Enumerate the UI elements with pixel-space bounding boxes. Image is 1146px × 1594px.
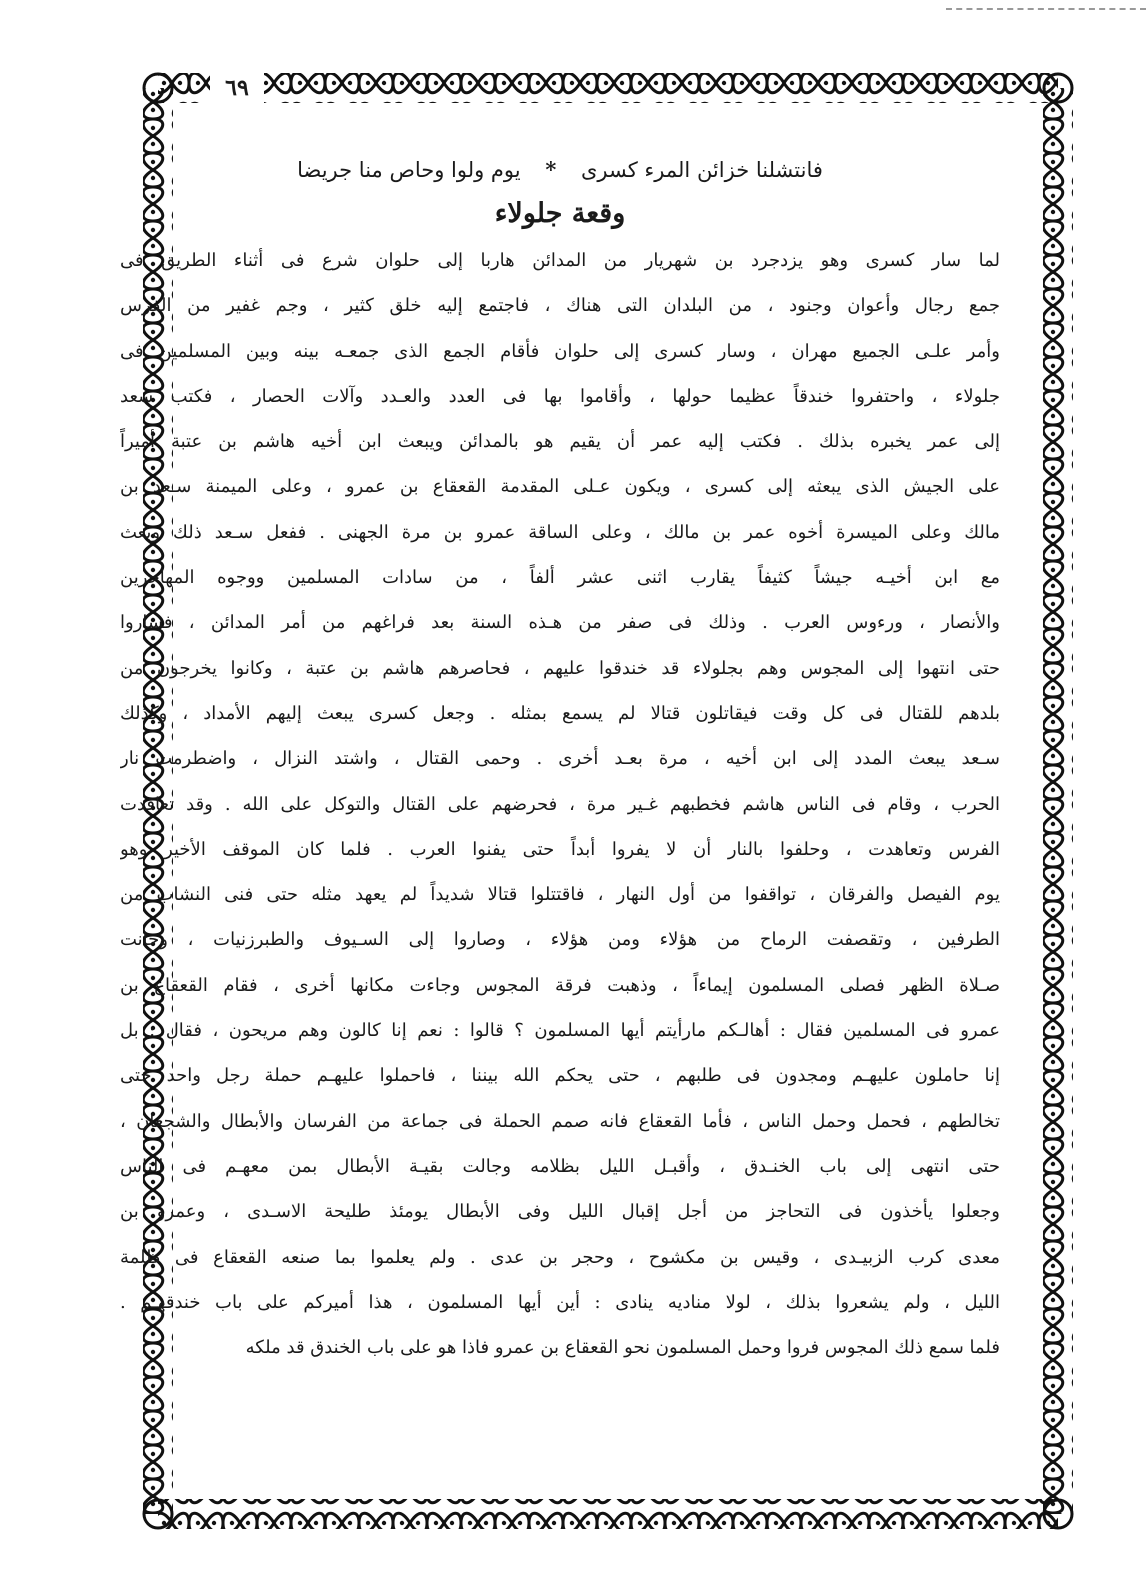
text-line: على الجيش الذى يبعثه إلى كسرى ، ويكون عـلى المقدمة القعقاع بن عمرو ، وعلى الميمنة سـعد بن <box>120 476 1000 498</box>
text-line: الطرفين ، وتقصفت الرماح من هؤلاء ومن هؤلاء ، وصاروا إلى السـيوف والطبرزنيات ، وحانت <box>120 929 1000 951</box>
text-line: تخالطهم ، فحمل وحمل الناس ، فأما القعقاع فانه صمم الحملة فى جماعة من الفرسان والأبطال والشجعان ، <box>120 1110 1000 1132</box>
verse-separator: * <box>545 157 557 182</box>
text-line: الفرس وتعاهدت ، وحلفوا بالنار أن لا يفروا أبداً حتى يفنوا العرب . فلما كان الموقف الأخير وهو <box>120 838 1000 860</box>
verse-second-hemistich: يوم ولوا وحاص منا جريضا <box>297 158 521 182</box>
section-heading: وقعة جلولاء <box>494 198 626 229</box>
text-line: الليل ، ولم يشعروا بذلك ، لولا مناديه ينادى : أين أيها المسلمون ، هذا أميركم على باب خندقهـم . <box>120 1291 1000 1313</box>
text-line: حتى انتهى إلى باب الخنـدق ، وأقبـل الليل بظلامه وجالت بقيـة الأبطال بمن معهـم فى الناس <box>120 1155 1000 1177</box>
page-content <box>120 150 1000 1370</box>
text-line: وجعلوا يأخذون فى التحاجز من أجل إقبال الليل وفى الأبطال يومئذ طليحة الاسـدى ، وعمرو بن <box>120 1201 1000 1223</box>
text-line: وأمر علـى الجميع مهران ، وسار كسرى إلى حلوان فأقام الجمع الذى جمعـه بينه وبين المسلمين فى <box>120 340 1000 362</box>
body-paragraph <box>120 238 1000 1370</box>
text-line: مالك وعلى الميسرة أخوه عمر بن مالك ، وعلى الساقة عمرو بن مرة الجهنى . ففعل سـعد ذلك وبعث <box>120 521 1000 543</box>
page-number: ٦٩ <box>210 70 264 106</box>
text-line: سـعد يبعث المدد إلى ابن أخيه ، مرة بعـد أخرى . وحمى القتال ، واشتد النزال ، واضطرمت نار <box>120 748 1000 770</box>
text-line: والأنصار ، ورءوس العرب . وذلك فى صفر من هـذه السنة بعد فراغهم من أمر المدائن ، فساروا <box>120 612 1000 634</box>
text-line: معدى كرب الزبيـدى ، وقيس بن مكشوح ، وحجر بن عدى . ولم يعلموا بما صنعه القعقاع فى ظلمة <box>120 1246 1000 1268</box>
top-right-dash-mark <box>946 8 1146 10</box>
text-line: يوم الفيصل والفرقان ، تواقفوا من أول النهار ، فاقتتلوا قتالا شديداً لم يعهد مثله حتى فنى النشاب من <box>120 884 1000 906</box>
text-line: إنا حاملون عليهـم ومجدون فى طلبهم ، حتى يحكم الله بيننا ، فاحملوا عليهـم حملة رجل واحد حتى <box>120 1065 1000 1087</box>
text-line: بلدهم للقتال فى كل وقت فيقاتلون قتالا لم يسمع بمثله . وجعل كسرى يبعث إليهم الأمداد ، وكذلك <box>120 702 1000 724</box>
text-line: لما سار كسرى وهو يزدجرد بن شهريار من المدائن هاربا إلى حلوان شرع فى أثناء الطريق فى <box>120 250 1000 271</box>
poem-verse <box>120 150 1000 190</box>
verse-first-hemistich: فانتشلنا خزائن المرء كسرى <box>581 158 823 182</box>
text-line: عمرو فى المسلمين فقال : أهالـكم مارأيتم أيها المسلمون ؟ قالوا : نعم إنا كالون وهم مريحون ، فقال : بل <box>120 1020 1000 1042</box>
text-line: جلولاء ، واحتفروا خندقاً عظيما حولها ، وأقاموا بها فى العدد والعـدد وآلات الحصار ، فكتب سعد <box>120 385 1000 407</box>
text-line: الحرب ، وقام فى الناس هاشم فخطبهم غـير مرة ، فحرضهم على القتال والتوكل على الله . وقد تعاقدت <box>120 793 1000 815</box>
text-line: مع ابن أخيـه جيشاً كثيفاً يقارب اثنى عشر ألفاً ، من سادات المسلمين ووجوه المهاجرين <box>120 567 1000 589</box>
text-line: صـلاة الظهر فصلى المسلمون إيماءاً ، وذهبت فرقة المجوس وجاءت مكانها أخرى ، فقام القعقاع بن <box>120 974 1000 996</box>
text-line: إلى عمر يخبره بذلك . فكتب إليه عمر أن يقيم هو بالمدائن ويبعث ابن أخيه هاشم بن عتبة أميراً <box>120 431 1000 453</box>
text-line: حتى انتهوا إلى المجوس وهم بجلولاء قد خندقوا عليهم ، فحاصرهم هاشم بن عتبة ، وكانوا يخرجون من <box>120 657 1000 679</box>
text-line: فلما سمع ذلك المجوس فروا وحمل المسلمون نحو القعقاع بن عمرو فاذا هو على باب الخندق قد ملكه <box>245 1337 1000 1359</box>
text-line: جمع رجال وأعوان وجنود ، من البلدان التى هناك ، فاجتمع إليه خلق كثير ، وجم غفير من الفرس <box>120 295 1000 317</box>
